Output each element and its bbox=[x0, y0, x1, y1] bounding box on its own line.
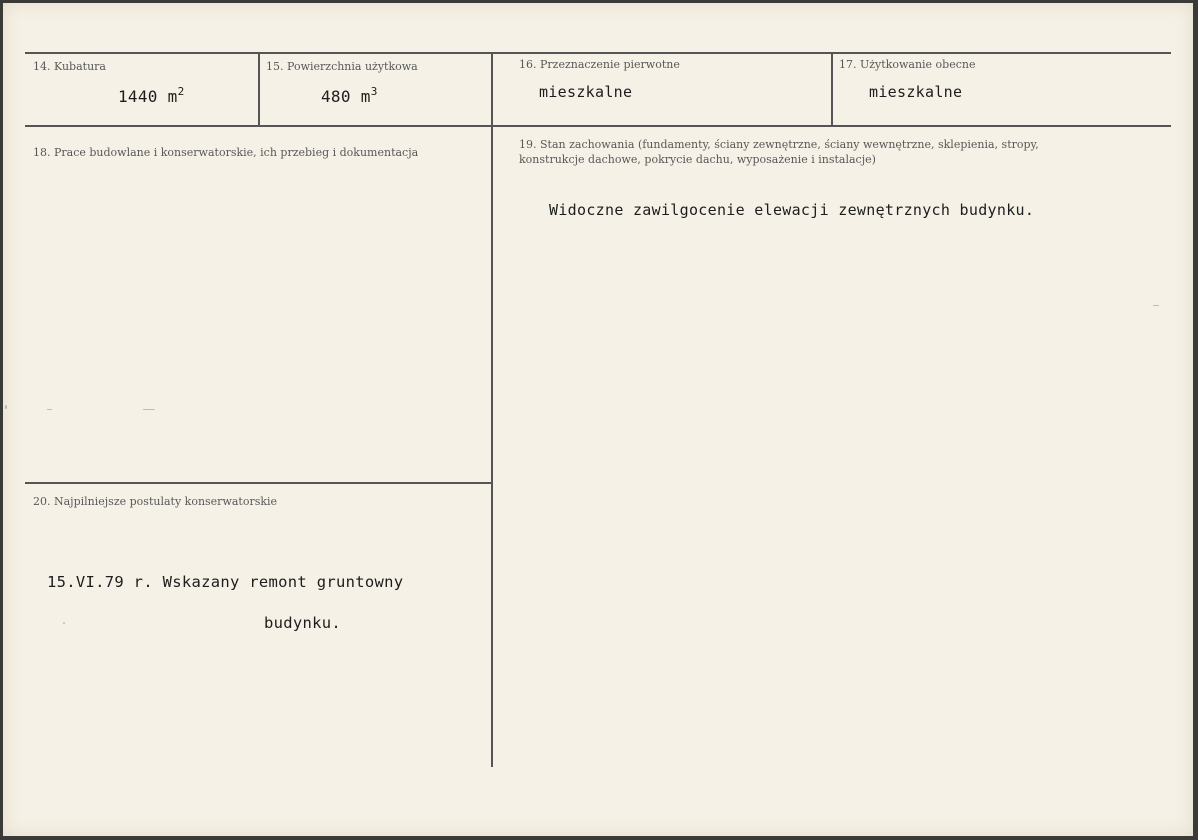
field-20-line2: budynku. bbox=[264, 614, 342, 632]
paper-speck bbox=[1153, 305, 1159, 306]
field-20-label: 20. Najpilniejsze postulaty konserwatorskie bbox=[33, 495, 278, 508]
field-15-number: 480 bbox=[321, 87, 351, 106]
field-16-value: mieszkalne bbox=[539, 83, 633, 101]
row1-bottom-rule bbox=[25, 125, 1171, 127]
paper-speck bbox=[63, 622, 65, 624]
row2-bottom-rule bbox=[25, 482, 492, 484]
inventory-card bbox=[3, 3, 1193, 836]
divider-16-17 bbox=[831, 52, 833, 126]
field-15-label: 15. Powierzchnia użytkowa bbox=[266, 60, 418, 73]
field-14-label: 14. Kubatura bbox=[33, 60, 106, 73]
field-15-unit: m bbox=[360, 87, 371, 106]
field-19-label-line1: 19. Stan zachowania (fundamenty, ściany zewnętrzne, ściany wewnętrzne, sklepienia, stropy, bbox=[519, 138, 1039, 151]
field-14-value bbox=[118, 87, 185, 106]
field-14-number: 1440 bbox=[118, 87, 158, 106]
divider-14-15 bbox=[258, 52, 260, 126]
field-18-label: 18. Prace budowlane i konserwatorskie, ich przebieg i dokumentacja bbox=[33, 146, 419, 159]
field-15-exponent: 3 bbox=[370, 85, 378, 98]
field-19-value: Widoczne zawilgocenie elewacji zewnętrznych budynku. bbox=[549, 201, 1035, 219]
paper-speck bbox=[47, 409, 52, 410]
paper-speck bbox=[5, 405, 7, 409]
field-16-label: 16. Przeznaczenie pierwotne bbox=[519, 58, 680, 71]
field-17-label: 17. Użytkowanie obecne bbox=[839, 58, 976, 71]
field-19-label-line2: konstrukcje dachowe, pokrycie dachu, wyposażenie i instalacje) bbox=[519, 153, 876, 166]
field-17-value: mieszkalne bbox=[869, 83, 963, 101]
paper-speck bbox=[143, 409, 155, 410]
field-20-line1: 15.VI.79 r. Wskazany remont gruntowny bbox=[47, 573, 404, 591]
top-rule bbox=[25, 52, 1171, 54]
field-15-value bbox=[321, 87, 378, 106]
field-14-unit: m bbox=[167, 87, 178, 106]
field-14-exponent: 2 bbox=[177, 85, 185, 98]
divider-main bbox=[491, 52, 493, 767]
